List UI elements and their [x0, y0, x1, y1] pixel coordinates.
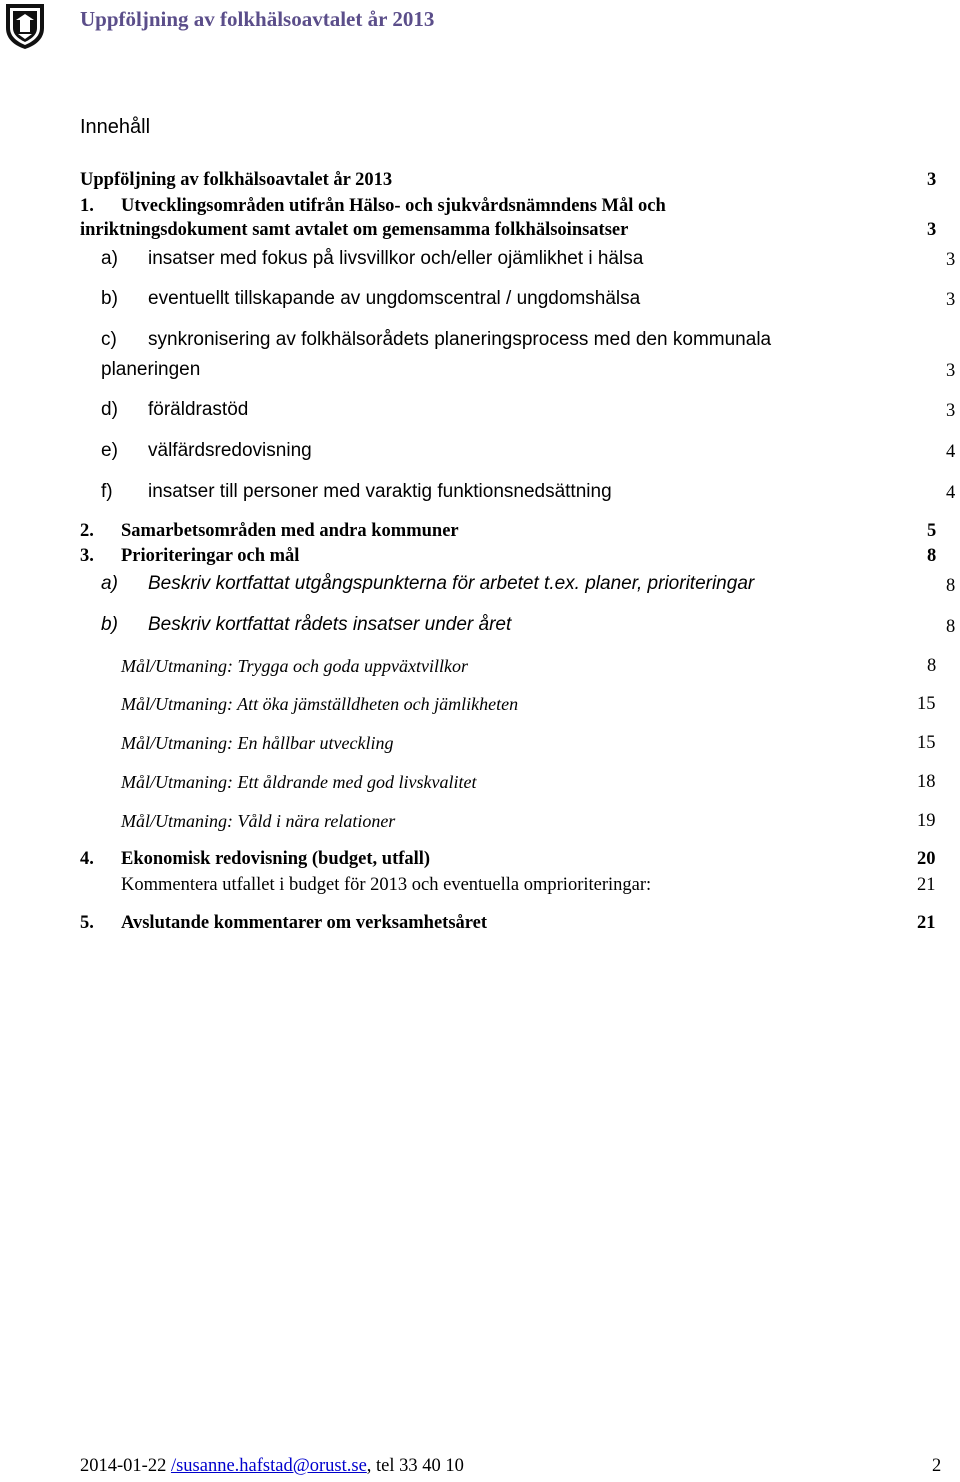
toc-entry[interactable] — [0, 733, 960, 763]
toc-entry-label: insatser med fokus på livsvillkor och/eller ojämlikhet i hälsa — [148, 248, 644, 269]
toc-entry-page: 3 — [927, 170, 937, 190]
toc-entry[interactable] — [0, 546, 960, 576]
toc-entry[interactable] — [0, 811, 960, 841]
toc-entry-page: 8 — [946, 617, 956, 637]
toc-entry-label: insatser till personer med varaktig funktionsnedsättning — [148, 481, 612, 502]
toc-entry[interactable] — [0, 772, 960, 802]
toc-entry-page: 20 — [917, 849, 936, 869]
footer-date: 2014-01-22 — [80, 1456, 167, 1476]
footer-phone: , tel 33 40 10 — [366, 1456, 464, 1476]
toc-entry-number: 3. — [80, 546, 94, 566]
toc-entry-page: 3 — [946, 250, 956, 270]
toc-entry[interactable] — [0, 614, 960, 644]
toc-entry[interactable] — [0, 329, 960, 385]
toc-entry-number: f) — [101, 481, 113, 502]
toc-entry-number: c) — [101, 329, 117, 350]
toc-entry-page: 3 — [927, 220, 937, 240]
toc-entry-number: b) — [101, 288, 118, 309]
toc-entry-label: Beskriv kortfattat utgångspunkterna för arbetet t.ex. planer, prioriteringar — [148, 573, 755, 594]
toc-entry-page: 15 — [917, 694, 936, 714]
toc-entry-number: 5. — [80, 913, 94, 933]
toc-entry-label: välfärdsredovisning — [148, 440, 312, 461]
toc-entry-page: 15 — [917, 733, 936, 753]
toc-entry-label: föräldrastöd — [148, 399, 249, 420]
toc-entry-label: Mål/Utmaning: Ett åldrande med god livskvalitet — [121, 772, 477, 792]
toc-entry-label: Uppföljning av folkhälsoavtalet år 2013 — [80, 170, 393, 190]
toc-entry-label: Utvecklingsområden utifrån Hälso- och sjukvårdsnämndens Mål och — [121, 196, 666, 216]
toc-entry-number: d) — [101, 399, 118, 420]
toc-entry-number: b) — [101, 614, 118, 635]
toc-entry[interactable] — [0, 694, 960, 724]
toc-entry-label: Beskriv kortfattat rådets insatser under året — [148, 614, 512, 635]
toc-entry-page: 19 — [917, 811, 936, 831]
toc-entry-label: Kommentera utfallet i budget för 2013 och eventuella omprioriteringar: — [121, 875, 652, 895]
toc-entry-label-continued: planeringen — [101, 359, 201, 380]
footer-page-number: 2 — [932, 1456, 942, 1476]
document-header-title: Uppföljning av folkhälsoavtalet år 2013 — [80, 7, 435, 31]
toc-entry-page: 21 — [917, 875, 936, 895]
toc-entry-page: 3 — [946, 290, 956, 310]
toc-entry-page: 4 — [946, 483, 956, 503]
toc-entry-label: Mål/Utmaning: Våld i nära relationer — [121, 811, 396, 831]
toc-entry-number: e) — [101, 440, 118, 461]
toc-entry-number: a) — [101, 248, 118, 269]
toc-heading: Innehåll — [80, 116, 151, 138]
toc-entry-page: 3 — [946, 401, 956, 421]
toc-entry-label: Ekonomisk redovisning (budget, utfall) — [121, 849, 431, 869]
toc-entry-label: Prioriteringar och mål — [121, 546, 300, 566]
toc-entry-page: 8 — [927, 656, 937, 676]
toc-entry-label: Avslutande kommentarer om verksamhetsåret — [121, 913, 488, 933]
toc-entry[interactable] — [0, 288, 960, 318]
toc-entry-page: 18 — [917, 772, 936, 792]
footer — [80, 1456, 464, 1477]
toc-entry[interactable] — [0, 440, 960, 470]
toc-entry-label: synkronisering av folkhälsorådets planeringsprocess med den kommunala — [148, 329, 772, 350]
toc-entry-label-continued: inriktningsdokument samt avtalet om gemensamma folkhälsoinsatser — [80, 220, 629, 240]
toc-entry-page: 8 — [927, 546, 937, 566]
toc-entry[interactable] — [0, 481, 960, 511]
toc-entry-page: 5 — [927, 521, 937, 541]
toc-entry-number: 4. — [80, 849, 94, 869]
toc-entry-number: 1. — [80, 196, 94, 216]
footer-email-link[interactable]: /susanne.hafstad@orust.se — [170, 1456, 367, 1476]
coat-of-arms-icon — [4, 2, 46, 50]
toc-entry[interactable] — [0, 248, 960, 278]
toc-entry-page: 3 — [946, 361, 956, 381]
toc-entry-number: 2. — [80, 521, 94, 541]
toc-entry-label: Samarbetsområden med andra kommuner — [121, 521, 459, 541]
toc-entry[interactable] — [0, 913, 960, 943]
toc-entry-page: 8 — [946, 576, 956, 596]
toc-entry-number: a) — [101, 573, 118, 594]
toc-entry-label: Mål/Utmaning: Trygga och goda uppväxtvillkor — [121, 656, 468, 676]
toc-entry-label: Mål/Utmaning: Att öka jämställdheten och jämlikheten — [121, 694, 519, 714]
toc-entry[interactable] — [0, 399, 960, 429]
toc-entry[interactable] — [0, 196, 960, 246]
toc-entry-page: 4 — [946, 442, 956, 462]
toc-entry[interactable] — [0, 875, 960, 905]
toc-entry[interactable] — [0, 656, 960, 686]
toc-entry-label: Mål/Utmaning: En hållbar utveckling — [121, 733, 394, 753]
toc-entry[interactable] — [0, 573, 960, 603]
toc-entry-label: eventuellt tillskapande av ungdomscentral / ungdomshälsa — [148, 288, 641, 309]
toc-entry-page: 21 — [917, 913, 936, 933]
